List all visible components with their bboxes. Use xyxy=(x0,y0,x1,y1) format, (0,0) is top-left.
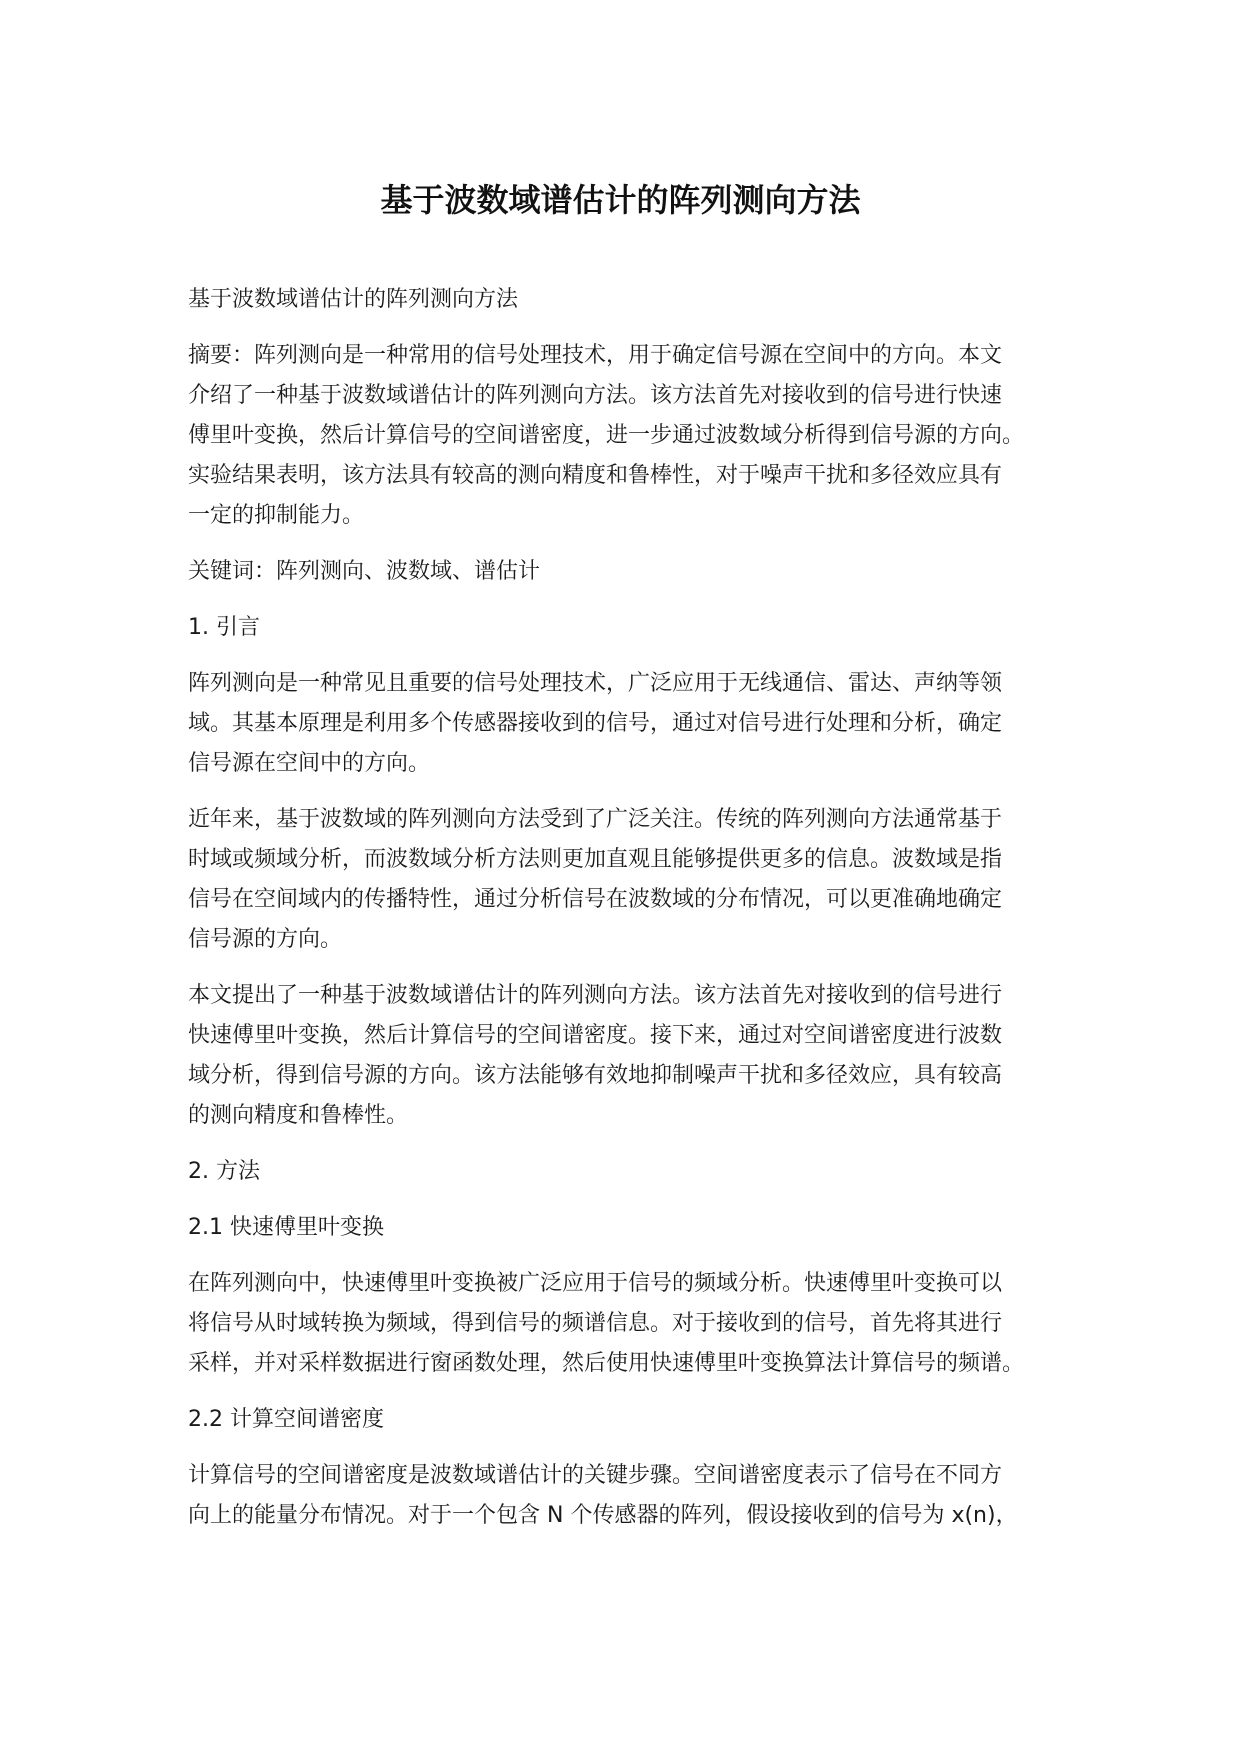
text-line: 摘要：阵列测向是一种常用的信号处理技术，用于确定信号源在空间中的方向。本文 xyxy=(188,343,1003,368)
subsection-heading-spatial-spectrum xyxy=(188,1400,1068,1440)
heading-text: 2.1 快速傅里叶变换 xyxy=(188,1215,384,1240)
heading-text: 2.2 计算空间谱密度 xyxy=(188,1407,384,1432)
text-line: 向上的能量分布情况。对于一个包含 N 个传感器的阵列，假设接收到的信号为 x(n)， xyxy=(188,1503,1018,1528)
body-paragraph xyxy=(188,800,1068,960)
text-line: 介绍了一种基于波数域谱估计的阵列测向方法。该方法首先对接收到的信号进行快速 xyxy=(188,383,1003,408)
text-line: 阵列测向是一种常见且重要的信号处理技术，广泛应用于无线通信、雷达、声纳等领 xyxy=(188,671,1003,696)
text-line: 本文提出了一种基于波数域谱估计的阵列测向方法。该方法首先对接收到的信号进行 xyxy=(188,983,1003,1008)
text-line: 域分析，得到信号源的方向。该方法能够有效地抑制噪声干扰和多径效应，具有较高 xyxy=(188,1063,1003,1088)
text-line: 时域或频域分析，而波数域分析方法则更加直观且能够提供更多的信息。波数域是指 xyxy=(188,847,1003,872)
body-paragraph xyxy=(188,1264,1068,1384)
section-heading-method xyxy=(188,1152,1068,1192)
text-line: 信号源的方向。 xyxy=(188,927,343,952)
text-line: 关键词：阵列测向、波数域、谱估计 xyxy=(188,559,541,584)
body-paragraph xyxy=(188,664,1068,784)
section-heading-introduction xyxy=(188,608,1068,648)
text-line: 基于波数域谱估计的阵列测向方法 xyxy=(188,287,519,312)
text-line: 计算信号的空间谱密度是波数域谱估计的关键步骤。空间谱密度表示了信号在不同方 xyxy=(188,1463,1003,1488)
document-title: 基于波数域谱估计的阵列测向方法 xyxy=(380,181,861,219)
document-body xyxy=(188,280,1068,1552)
body-paragraph xyxy=(188,976,1068,1136)
text-line: 的测向精度和鲁棒性。 xyxy=(188,1103,409,1128)
text-line: 快速傅里叶变换，然后计算信号的空间谱密度。接下来，通过对空间谱密度进行波数 xyxy=(188,1023,1003,1048)
text-line: 将信号从时域转换为频域，得到信号的频谱信息。对于接收到的信号，首先将其进行 xyxy=(188,1311,1003,1336)
text-line: 信号源在空间中的方向。 xyxy=(188,751,431,776)
keywords-paragraph xyxy=(188,552,1068,592)
abstract-paragraph xyxy=(188,336,1068,536)
text-line: 域。其基本原理是利用多个传感器接收到的信号，通过对信号进行处理和分析，确定 xyxy=(188,711,1003,736)
text-line: 信号在空间域内的传播特性，通过分析信号在波数域的分布情况，可以更准确地确定 xyxy=(188,887,1003,912)
body-paragraph xyxy=(188,1456,1068,1536)
text-line: 近年来，基于波数域的阵列测向方法受到了广泛关注。传统的阵列测向方法通常基于 xyxy=(188,807,1003,832)
heading-text: 1. 引言 xyxy=(188,615,260,640)
text-line: 采样，并对采样数据进行窗函数处理，然后使用快速傅里叶变换算法计算信号的频谱。 xyxy=(188,1351,1025,1376)
text-line: 实验结果表明，该方法具有较高的测向精度和鲁棒性，对于噪声干扰和多径效应具有 xyxy=(188,463,1003,488)
heading-text: 2. 方法 xyxy=(188,1159,260,1184)
text-line: 一定的抑制能力。 xyxy=(188,503,365,528)
subtitle-paragraph xyxy=(188,280,1068,320)
text-line: 傅里叶变换，然后计算信号的空间谱密度，进一步通过波数域分析得到信号源的方向。 xyxy=(188,423,1025,448)
subsection-heading-fft xyxy=(188,1208,1068,1248)
text-line: 在阵列测向中，快速傅里叶变换被广泛应用于信号的频域分析。快速傅里叶变换可以 xyxy=(188,1271,1003,1296)
